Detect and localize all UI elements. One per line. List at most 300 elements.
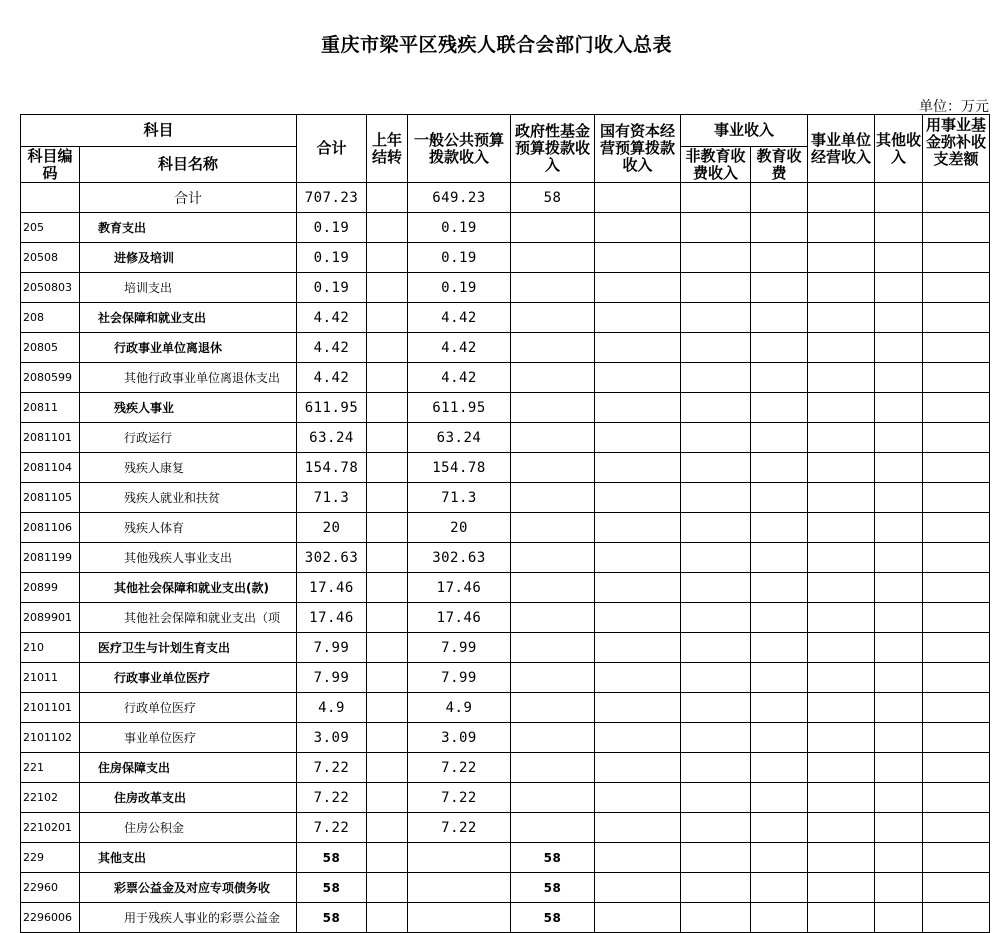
row-gov-fund	[511, 423, 595, 453]
row-fund-make-up	[923, 843, 990, 873]
row-code: 21011	[21, 663, 80, 693]
header-kemu: 科目	[21, 115, 297, 147]
row-code: 2081105	[21, 483, 80, 513]
row-edu	[751, 633, 808, 663]
row-total: 63.24	[297, 423, 367, 453]
row-gov-fund: 58	[511, 843, 595, 873]
row-code: 2080599	[21, 363, 80, 393]
row-other	[875, 903, 923, 933]
row-biz-unit	[808, 753, 875, 783]
table-row	[21, 513, 990, 543]
row-fund-make-up	[923, 363, 990, 393]
row-name: 其他社会保障和就业支出（项	[80, 603, 297, 633]
row-state-capital	[595, 363, 681, 393]
row-gov-fund	[511, 543, 595, 573]
row-fund-make-up	[923, 873, 990, 903]
row-edu	[751, 753, 808, 783]
row-edu	[751, 273, 808, 303]
header-carry: 上年结转	[367, 115, 408, 183]
row-fund-make-up	[923, 783, 990, 813]
row-total: 58	[297, 873, 367, 903]
header-general: 一般公共预算拨款收入	[408, 115, 511, 183]
row-name: 进修及培训	[80, 243, 297, 273]
row-state-capital	[595, 453, 681, 483]
row-non-edu	[681, 483, 751, 513]
row-other	[875, 483, 923, 513]
row-biz-unit	[808, 483, 875, 513]
row-gov-fund	[511, 273, 595, 303]
row-edu	[751, 813, 808, 843]
row-gov-fund	[511, 303, 595, 333]
row-biz-unit	[808, 243, 875, 273]
row-name: 残疾人康复	[80, 453, 297, 483]
table-row	[21, 573, 990, 603]
row-state-capital	[595, 903, 681, 933]
row-general: 7.22	[408, 783, 511, 813]
table-row	[21, 813, 990, 843]
row-edu	[751, 333, 808, 363]
row-state-capital	[595, 513, 681, 543]
row-total: 0.19	[297, 243, 367, 273]
row-total: 0.19	[297, 213, 367, 243]
row-total: 0.19	[297, 273, 367, 303]
row-general: 17.46	[408, 603, 511, 633]
row-fund-make-up	[923, 303, 990, 333]
row-gov-fund	[511, 603, 595, 633]
row-total: 71.3	[297, 483, 367, 513]
row-total: 3.09	[297, 723, 367, 753]
row-total: 17.46	[297, 603, 367, 633]
row-gov-fund	[511, 243, 595, 273]
row-code: 208	[21, 303, 80, 333]
row-code: 2050803	[21, 273, 80, 303]
row-general: 7.22	[408, 753, 511, 783]
row-code: 2081104	[21, 453, 80, 483]
row-code: 20508	[21, 243, 80, 273]
row-fund-make-up	[923, 693, 990, 723]
row-state-capital	[595, 483, 681, 513]
header-gov-fund: 政府性基金预算拨款收入	[511, 115, 595, 183]
row-name: 其他残疾人事业支出	[80, 543, 297, 573]
row-biz-unit	[808, 873, 875, 903]
row-biz-unit	[808, 363, 875, 393]
row-fund-make-up	[923, 243, 990, 273]
row-biz-unit	[808, 813, 875, 843]
row-fund-make-up	[923, 573, 990, 603]
row-carry	[367, 243, 408, 273]
row-name: 住房公积金	[80, 813, 297, 843]
row-non-edu	[681, 423, 751, 453]
header-business: 事业收入	[681, 115, 808, 147]
row-name: 残疾人就业和扶贫	[80, 483, 297, 513]
row-other	[875, 723, 923, 753]
row-non-edu	[681, 903, 751, 933]
row-code: 2296006	[21, 903, 80, 933]
row-fund-make-up	[923, 213, 990, 243]
row-edu	[751, 843, 808, 873]
table-row	[21, 213, 990, 243]
row-total: 17.46	[297, 573, 367, 603]
row-biz-unit	[808, 303, 875, 333]
row-carry	[367, 693, 408, 723]
row-name: 住房改革支出	[80, 783, 297, 813]
table-row	[21, 783, 990, 813]
row-carry	[367, 333, 408, 363]
row-general: 0.19	[408, 213, 511, 243]
row-fund-make-up	[923, 813, 990, 843]
row-other	[875, 333, 923, 363]
row-non-edu	[681, 663, 751, 693]
row-non-edu	[681, 543, 751, 573]
row-gov-fund	[511, 363, 595, 393]
row-fund-make-up	[923, 663, 990, 693]
row-state-capital	[595, 273, 681, 303]
row-carry	[367, 453, 408, 483]
row-general: 3.09	[408, 723, 511, 753]
row-name: 行政事业单位医疗	[80, 663, 297, 693]
row-total: 4.42	[297, 333, 367, 363]
row-state-capital	[595, 723, 681, 753]
row-biz-unit	[808, 453, 875, 483]
row-state-capital	[595, 393, 681, 423]
table-row	[21, 843, 990, 873]
row-other	[875, 513, 923, 543]
row-biz-unit	[808, 663, 875, 693]
row-fund-make-up	[923, 393, 990, 423]
row-general: 0.19	[408, 243, 511, 273]
row-total: 20	[297, 513, 367, 543]
row-gov-fund	[511, 213, 595, 243]
row-fund-make-up	[923, 543, 990, 573]
row-state-capital	[595, 603, 681, 633]
total-label: 合计	[80, 183, 297, 213]
row-edu	[751, 213, 808, 243]
row-gov-fund: 58	[511, 873, 595, 903]
row-edu	[751, 363, 808, 393]
row-total: 4.42	[297, 303, 367, 333]
row-biz-unit	[808, 633, 875, 663]
row-carry	[367, 483, 408, 513]
row-code: 20805	[21, 333, 80, 363]
row-carry	[367, 903, 408, 933]
row-code: 2089901	[21, 603, 80, 633]
row-fund-make-up	[923, 483, 990, 513]
row-general: 0.19	[408, 273, 511, 303]
row-state-capital	[595, 333, 681, 363]
table-row	[21, 273, 990, 303]
row-biz-unit	[808, 393, 875, 423]
row-name: 培训支出	[80, 273, 297, 303]
row-gov-fund	[511, 333, 595, 363]
row-fund-make-up	[923, 333, 990, 363]
row-fund-make-up	[923, 903, 990, 933]
total-general: 649.23	[408, 183, 511, 213]
row-other	[875, 393, 923, 423]
row-name: 用于残疾人事业的彩票公益金	[80, 903, 297, 933]
row-edu	[751, 873, 808, 903]
row-edu	[751, 693, 808, 723]
header-biz-unit: 事业单位经营收入	[808, 115, 875, 183]
row-biz-unit	[808, 513, 875, 543]
row-general: 63.24	[408, 423, 511, 453]
row-state-capital	[595, 543, 681, 573]
row-non-edu	[681, 843, 751, 873]
row-other	[875, 843, 923, 873]
row-general	[408, 843, 511, 873]
row-gov-fund	[511, 753, 595, 783]
row-non-edu	[681, 513, 751, 543]
table-row	[21, 483, 990, 513]
row-other	[875, 303, 923, 333]
row-total: 154.78	[297, 453, 367, 483]
header-state-capital: 国有资本经营预算拨款收入	[595, 115, 681, 183]
row-name: 彩票公益金及对应专项债务收	[80, 873, 297, 903]
income-table	[20, 114, 990, 933]
row-code: 2081101	[21, 423, 80, 453]
row-edu	[751, 903, 808, 933]
row-non-edu	[681, 333, 751, 363]
row-carry	[367, 753, 408, 783]
row-edu	[751, 603, 808, 633]
row-general	[408, 873, 511, 903]
row-biz-unit	[808, 213, 875, 243]
row-edu	[751, 423, 808, 453]
unit-label: 单位：万元	[919, 99, 989, 115]
row-carry	[367, 213, 408, 243]
row-name: 残疾人体育	[80, 513, 297, 543]
row-other	[875, 573, 923, 603]
row-gov-fund	[511, 453, 595, 483]
row-total: 611.95	[297, 393, 367, 423]
row-general: 154.78	[408, 453, 511, 483]
row-carry	[367, 513, 408, 543]
row-general: 302.63	[408, 543, 511, 573]
row-other	[875, 453, 923, 483]
row-total: 7.22	[297, 813, 367, 843]
row-code: 2101101	[21, 693, 80, 723]
row-code: 229	[21, 843, 80, 873]
table-row	[21, 543, 990, 573]
header-name: 科目名称	[80, 147, 297, 183]
total-sum: 707.23	[297, 183, 367, 213]
row-biz-unit	[808, 423, 875, 453]
row-edu	[751, 723, 808, 753]
row-total: 302.63	[297, 543, 367, 573]
row-edu	[751, 663, 808, 693]
row-non-edu	[681, 813, 751, 843]
row-non-edu	[681, 753, 751, 783]
row-biz-unit	[808, 573, 875, 603]
row-other	[875, 603, 923, 633]
row-state-capital	[595, 813, 681, 843]
row-fund-make-up	[923, 723, 990, 753]
row-biz-unit	[808, 273, 875, 303]
row-gov-fund	[511, 393, 595, 423]
row-edu	[751, 453, 808, 483]
row-gov-fund	[511, 483, 595, 513]
header-total: 合计	[297, 115, 367, 183]
table-row	[21, 453, 990, 483]
row-total: 7.22	[297, 753, 367, 783]
row-edu	[751, 573, 808, 603]
row-name: 医疗卫生与计划生育支出	[80, 633, 297, 663]
row-general: 4.42	[408, 303, 511, 333]
row-edu	[751, 393, 808, 423]
row-other	[875, 423, 923, 453]
row-total: 7.99	[297, 633, 367, 663]
row-code: 210	[21, 633, 80, 663]
row-other	[875, 693, 923, 723]
row-other	[875, 363, 923, 393]
row-state-capital	[595, 573, 681, 603]
header-code: 科目编码	[21, 147, 80, 183]
row-non-edu	[681, 303, 751, 333]
row-edu	[751, 513, 808, 543]
row-other	[875, 213, 923, 243]
row-general: 7.22	[408, 813, 511, 843]
row-gov-fund	[511, 783, 595, 813]
row-general: 4.42	[408, 363, 511, 393]
table-row	[21, 603, 990, 633]
row-carry	[367, 783, 408, 813]
table-row	[21, 243, 990, 273]
row-other	[875, 663, 923, 693]
row-code: 22960	[21, 873, 80, 903]
row-gov-fund	[511, 813, 595, 843]
row-non-edu	[681, 213, 751, 243]
row-non-edu	[681, 873, 751, 903]
table-row	[21, 333, 990, 363]
row-fund-make-up	[923, 753, 990, 783]
row-name: 其他行政事业单位离退休支出	[80, 363, 297, 393]
row-fund-make-up	[923, 273, 990, 303]
row-carry	[367, 723, 408, 753]
row-carry	[367, 423, 408, 453]
row-carry	[367, 543, 408, 573]
row-state-capital	[595, 783, 681, 813]
row-state-capital	[595, 423, 681, 453]
row-biz-unit	[808, 333, 875, 363]
row-non-edu	[681, 273, 751, 303]
row-state-capital	[595, 693, 681, 723]
header-fund-make-up: 用事业基金弥补收支差额	[923, 115, 990, 183]
row-general: 4.9	[408, 693, 511, 723]
row-gov-fund: 58	[511, 903, 595, 933]
row-carry	[367, 633, 408, 663]
row-carry	[367, 663, 408, 693]
row-name: 行政单位医疗	[80, 693, 297, 723]
row-non-edu	[681, 363, 751, 393]
row-general: 611.95	[408, 393, 511, 423]
row-code: 2210201	[21, 813, 80, 843]
row-name: 残疾人事业	[80, 393, 297, 423]
row-code: 2101102	[21, 723, 80, 753]
table-row	[21, 363, 990, 393]
row-gov-fund	[511, 513, 595, 543]
row-carry	[367, 273, 408, 303]
row-code: 20811	[21, 393, 80, 423]
row-code: 221	[21, 753, 80, 783]
row-total: 4.9	[297, 693, 367, 723]
row-state-capital	[595, 873, 681, 903]
row-general: 17.46	[408, 573, 511, 603]
row-non-edu	[681, 393, 751, 423]
row-general: 7.99	[408, 633, 511, 663]
table-row	[21, 693, 990, 723]
row-carry	[367, 843, 408, 873]
row-code: 2081106	[21, 513, 80, 543]
row-non-edu	[681, 603, 751, 633]
row-other	[875, 543, 923, 573]
table-row	[21, 753, 990, 783]
row-name: 行政运行	[80, 423, 297, 453]
row-other	[875, 783, 923, 813]
row-other	[875, 633, 923, 663]
row-total: 58	[297, 903, 367, 933]
row-biz-unit	[808, 543, 875, 573]
row-gov-fund	[511, 573, 595, 603]
report-title: 重庆市梁平区残疾人联合会部门收入总表	[320, 34, 672, 56]
row-biz-unit	[808, 693, 875, 723]
row-state-capital	[595, 633, 681, 663]
row-edu	[751, 483, 808, 513]
row-other	[875, 243, 923, 273]
row-code: 2081199	[21, 543, 80, 573]
row-state-capital	[595, 213, 681, 243]
row-total: 7.22	[297, 783, 367, 813]
row-biz-unit	[808, 783, 875, 813]
row-state-capital	[595, 243, 681, 273]
row-total: 4.42	[297, 363, 367, 393]
row-name: 行政事业单位离退休	[80, 333, 297, 363]
row-code: 205	[21, 213, 80, 243]
row-carry	[367, 303, 408, 333]
row-non-edu	[681, 693, 751, 723]
row-gov-fund	[511, 693, 595, 723]
total-gov-fund: 58	[511, 183, 595, 213]
total-row	[21, 183, 990, 213]
row-code: 22102	[21, 783, 80, 813]
header-edu: 教育收费	[751, 147, 808, 183]
table-row	[21, 903, 990, 933]
table-row	[21, 873, 990, 903]
row-carry	[367, 573, 408, 603]
row-general: 4.42	[408, 333, 511, 363]
row-non-edu	[681, 243, 751, 273]
row-name: 住房保障支出	[80, 753, 297, 783]
row-non-edu	[681, 453, 751, 483]
row-biz-unit	[808, 903, 875, 933]
row-non-edu	[681, 573, 751, 603]
row-edu	[751, 783, 808, 813]
row-carry	[367, 393, 408, 423]
row-biz-unit	[808, 843, 875, 873]
table-row	[21, 303, 990, 333]
row-fund-make-up	[923, 423, 990, 453]
row-other	[875, 873, 923, 903]
row-fund-make-up	[923, 453, 990, 483]
row-other	[875, 273, 923, 303]
table-row	[21, 633, 990, 663]
row-name: 社会保障和就业支出	[80, 303, 297, 333]
row-edu	[751, 303, 808, 333]
row-edu	[751, 543, 808, 573]
table-row	[21, 663, 990, 693]
header-other: 其他收入	[875, 115, 923, 183]
row-gov-fund	[511, 663, 595, 693]
row-state-capital	[595, 753, 681, 783]
row-other	[875, 753, 923, 783]
